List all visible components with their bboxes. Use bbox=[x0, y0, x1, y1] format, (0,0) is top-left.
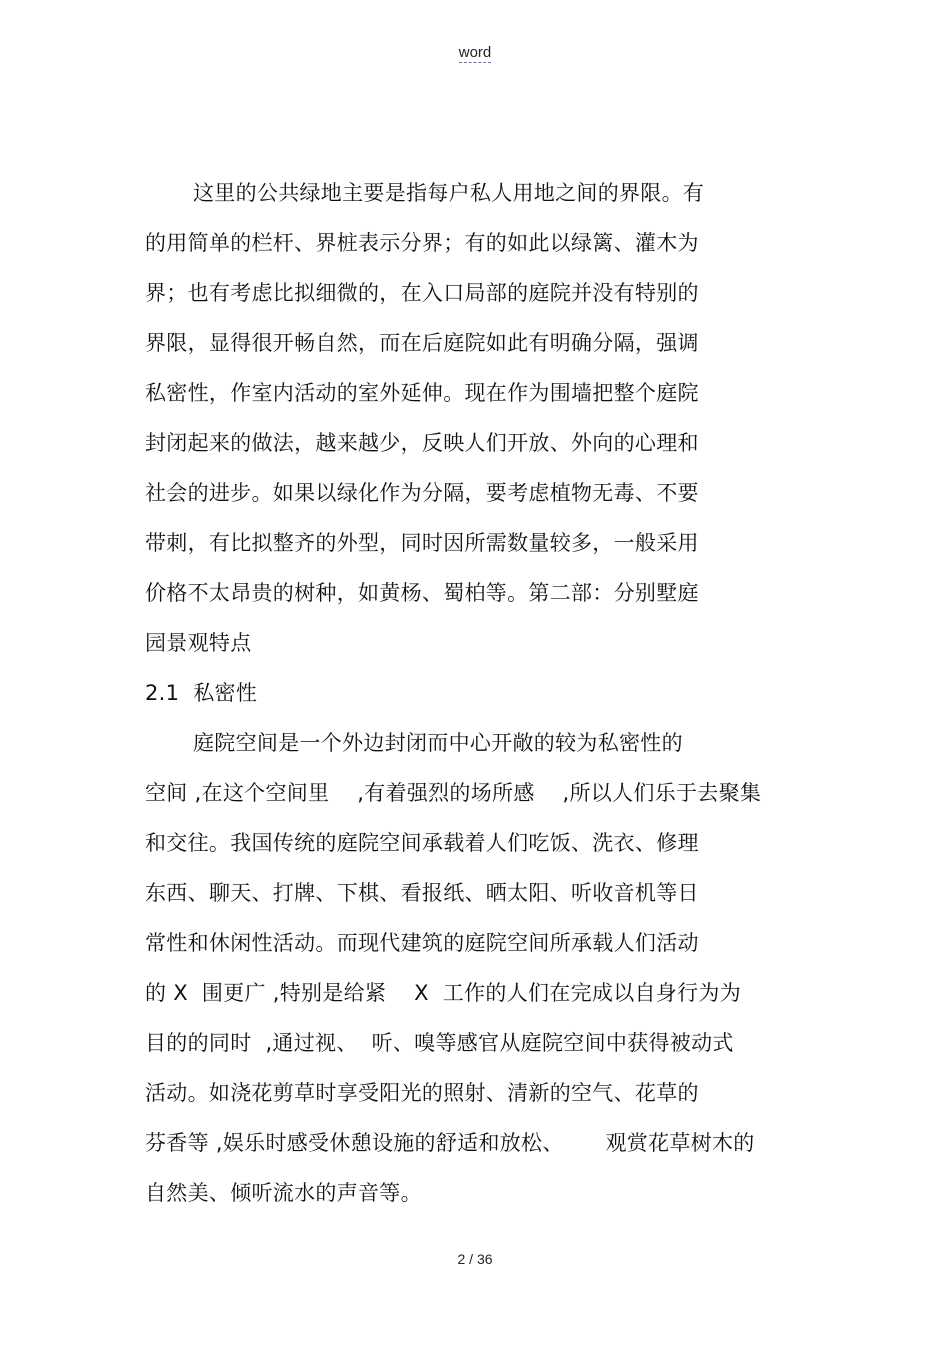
document-body bbox=[145, 168, 805, 1218]
paragraph-line: 活动。如浇花剪草时享受阳光的照射、清新的空气、花草的 bbox=[145, 1081, 699, 1105]
page-header bbox=[0, 44, 950, 61]
paragraph-line: 芬香等 ,娱乐时感受休憩设施的舒适和放松、 观赏花草树木的 bbox=[145, 1131, 755, 1155]
paragraph-line: 封闭起来的做法，越来越少，反映人们开放、外向的心理和 bbox=[145, 431, 699, 455]
paragraph-line: 界；也有考虑比拟细微的，在入口局部的庭院并没有特别的 bbox=[145, 281, 699, 305]
paragraph-line: 园景观特点 bbox=[145, 631, 252, 655]
paragraph-line: 价格不太昂贵的树种，如黄杨、蜀柏等。第二部：分别墅庭 bbox=[145, 581, 699, 605]
paragraph-line: 自然美、倾听流水的声音等。 bbox=[145, 1181, 422, 1205]
paragraph-line: 这里的公共绿地主要是指每户私人用地之间的界限。有 bbox=[193, 181, 705, 205]
paragraph-line: 社会的进步。如果以绿化作为分隔，要考虑植物无毒、不要 bbox=[145, 481, 699, 505]
paragraph-line: 东西、聊天、打牌、下棋、看报纸、晒太阳、听收音机等日 bbox=[145, 881, 699, 905]
paragraph-line: 私密性，作室内活动的室外延伸。现在作为围墙把整个庭院 bbox=[145, 381, 699, 405]
paragraph-line: 空间 ,在这个空间里 ,有着强烈的场所感 ,所以人们乐于去聚集 bbox=[145, 781, 762, 805]
paragraph-line: 带刺，有比拟整齐的外型，同时因所需数量较多，一般采用 bbox=[145, 531, 699, 555]
paragraph-line: 和交往。我国传统的庭院空间承载着人们吃饭、洗衣、修理 bbox=[145, 831, 699, 855]
page-number: 2 / 36 bbox=[457, 1251, 493, 1267]
paragraph-line: 的用简单的栏杆、界桩表示分界；有的如此以绿篱、灌木为 bbox=[145, 231, 699, 255]
header-label: word bbox=[458, 44, 492, 61]
paragraph-line: 的 X 围更广 ,特别是给紧 X 工作的人们在完成以自身行为为 bbox=[145, 981, 741, 1005]
paragraph-line: 目的的同时 ,通过视、 听、嗅等感官从庭院空间中获得被动式 bbox=[145, 1031, 734, 1055]
paragraph-line: 常性和休闲性活动。而现代建筑的庭院空间所承载人们活动 bbox=[145, 931, 699, 955]
paragraph-line: 界限，显得很开畅自然，而在后庭院如此有明确分隔，强调 bbox=[145, 331, 699, 355]
paragraph-line: 庭院空间是一个外边封闭而中心开敞的较为私密性的 bbox=[193, 731, 683, 755]
section-heading: 2.1 私密性 bbox=[145, 681, 258, 705]
